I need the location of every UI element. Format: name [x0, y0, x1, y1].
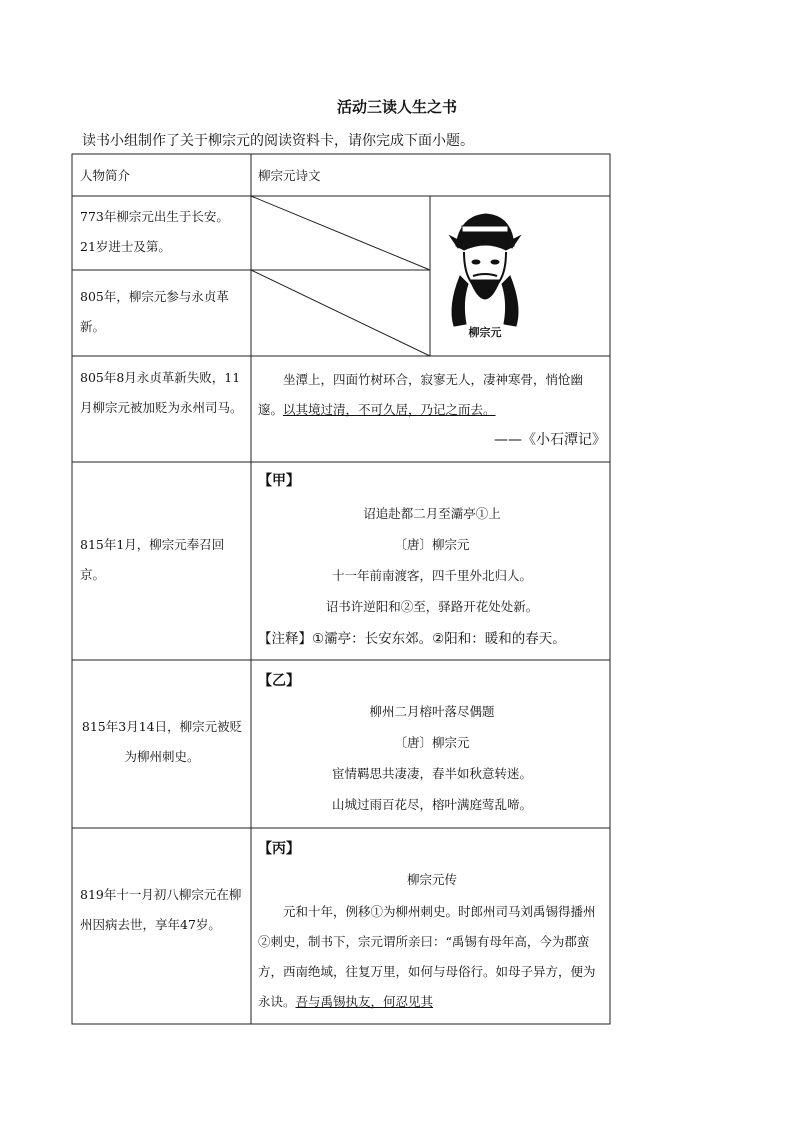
poem-line: 宦情羁思共凄凄，春半如秋意转迷。 [331, 766, 532, 781]
bio-cell: 773年柳宗元出生于长安。21岁进士及第。 [80, 209, 229, 254]
header-poems: 柳宗元诗文 [258, 168, 321, 183]
portrait-caption: 柳宗元 [468, 326, 502, 339]
poem-title: 柳州二月榕叶落尽偶题 [369, 704, 495, 719]
bio-cell: 805年8月永贞革新失败，11月柳宗元被加贬为永州司马。 [80, 370, 243, 415]
poem-line: 十一年前南渡客，四千里外北归人。 [331, 568, 532, 583]
poem-label-jia: 【甲】 [258, 473, 300, 489]
poem-line: 山城过雨百花尽，榕叶满庭莺乱啼。 [331, 797, 532, 812]
prose-label-bing: 【丙】 [258, 841, 300, 857]
empty-cell-slash [251, 270, 430, 356]
header-bio: 人物简介 [80, 168, 131, 183]
bio-cell: 815年1月，柳宗元奉召回京。 [80, 537, 225, 582]
prose-title: 柳宗元传 [406, 872, 457, 887]
poem-note: 【注释】①灞亭：长安东郊。②阳和：暖和的春天。 [258, 631, 566, 647]
poem-title: 诏追赴都二月至灞亭①上 [363, 506, 501, 521]
prose-text: 元和十年，例移①为柳州刺史。时郎州司马刘禹锡得播州②刺史，制书下，宗元谓所亲曰：“禹锡有母年高，今为郡蛮方，西南绝域，往复万里，如何与母俗行。如母子异方，便为永诀。 [258, 904, 596, 1009]
poem-label-yi: 【乙】 [258, 673, 300, 689]
excerpt-text: 坐潭上，四面竹树环合，寂寥无人，凄神寒骨，悄怆幽邃。 [258, 372, 584, 417]
prose-underlined-text: 吾与禹锡执友，何忍见其 [295, 994, 434, 1009]
bio-cell: 815年3月14日，柳宗元被贬为柳州刺史。 [81, 719, 243, 764]
empty-cell-slash [251, 196, 430, 270]
excerpt-underlined-text: 以其境过清，不可久居，乃记之而去。 [283, 402, 496, 417]
poem-author: 〔唐〕柳宗元 [394, 735, 470, 750]
prose-body [258, 897, 606, 1017]
poem-line: 诏书许逆阳和②至，驿路开花处处新。 [325, 599, 539, 614]
bio-cell: 819年十一月初八柳宗元在柳州因病去世，享年47岁。 [80, 887, 242, 932]
page-title: 活动三读人生之书 [336, 98, 457, 116]
xiaoshitan-excerpt [258, 365, 606, 425]
intro-text: 读书小组制作了关于柳宗元的阅读资料卡，请你完成下面小题。 [82, 133, 474, 149]
excerpt-source: ——《小石潭记》 [494, 432, 606, 448]
poem-author: 〔唐〕柳宗元 [394, 537, 470, 552]
bio-cell: 805年，柳宗元参与永贞革新。 [80, 289, 229, 334]
